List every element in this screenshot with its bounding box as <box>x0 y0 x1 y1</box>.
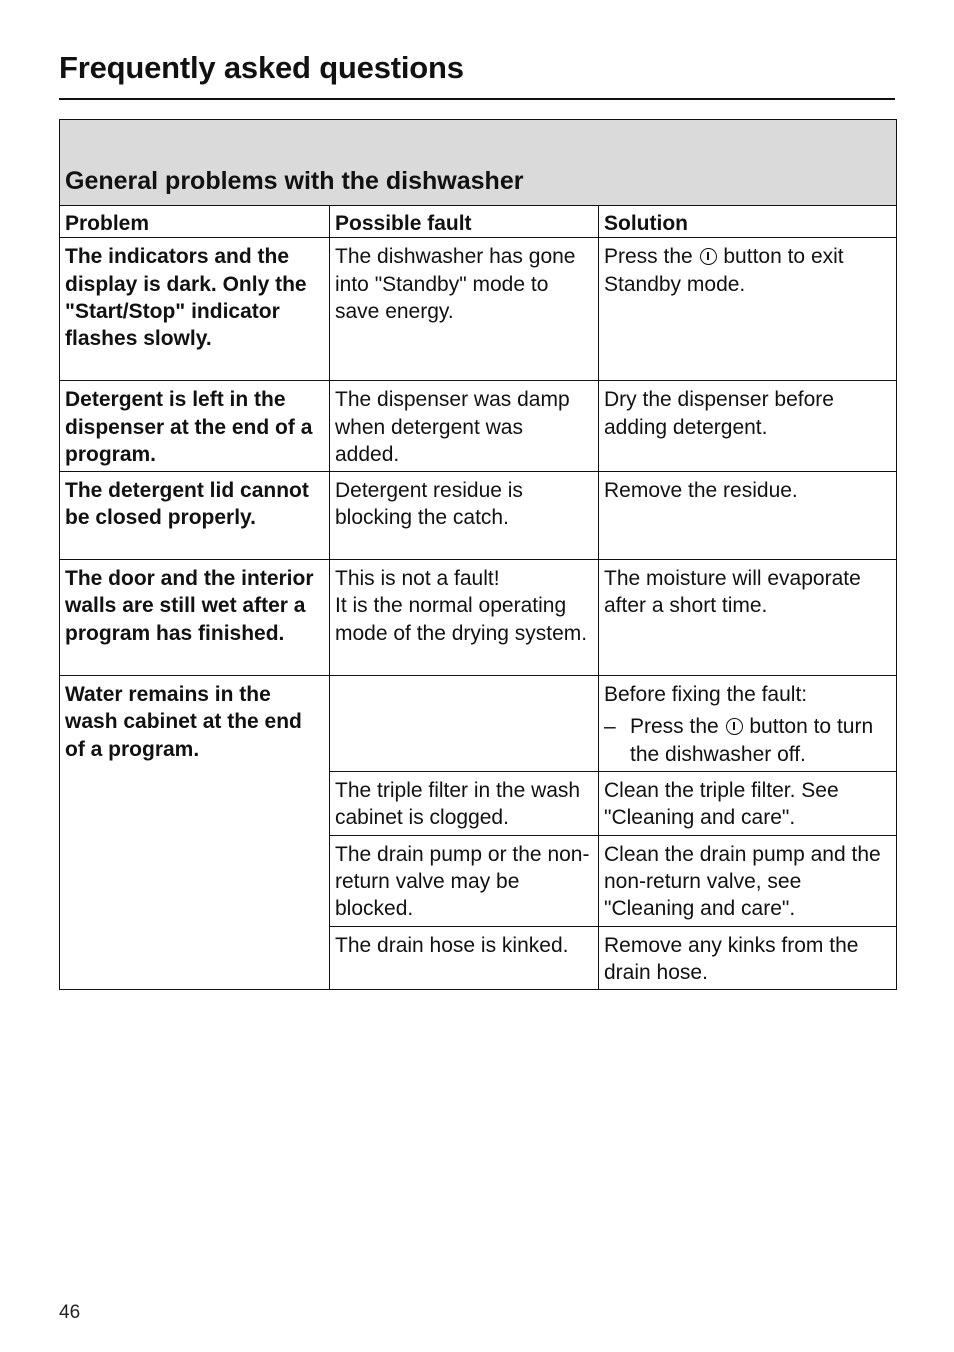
problem-cell: Water remains in the wash cabinet at the end of a program. <box>60 676 330 990</box>
dash-item-text <box>630 713 891 768</box>
page-number: 46 <box>59 1302 81 1323</box>
column-header-fault: Possible fault <box>330 206 599 238</box>
dash-list-item <box>604 713 891 768</box>
fault-cell: The dishwasher has gone into "Standby" mode to save energy. <box>330 238 599 381</box>
power-icon <box>700 248 717 265</box>
solution-text: Press the <box>604 245 699 269</box>
dash-marker: – <box>604 715 616 739</box>
table-row <box>60 238 897 381</box>
column-header-solution: Solution <box>599 206 897 238</box>
solution-cell: Clean the triple filter. See "Cleaning and care". <box>599 772 897 836</box>
fault-cell <box>330 676 599 772</box>
fault-cell: The drain hose is kinked. <box>330 926 599 990</box>
problem-cell: The detergent lid cannot be closed properly. <box>60 472 330 560</box>
solution-text: button to turn the dishwasher off. <box>630 715 874 766</box>
table-row <box>60 676 897 772</box>
column-header-row <box>60 206 897 238</box>
table-row <box>60 472 897 560</box>
table-row <box>60 560 897 676</box>
problem-cell: Detergent is left in the dispenser at the end of a program. <box>60 381 330 472</box>
title-divider <box>59 98 895 100</box>
page-title: Frequently asked questions <box>59 50 464 85</box>
solution-cell: Remove any kinks from the drain hose. <box>599 926 897 990</box>
problem-cell: The indicators and the display is dark. Only the "Start/Stop" indicator flashes slowly. <box>60 238 330 381</box>
section-title: General problems with the dishwasher <box>60 120 897 206</box>
column-header-problem: Problem <box>60 206 330 238</box>
table-row <box>60 381 897 472</box>
fault-cell: The dispenser was damp when detergent was added. <box>330 381 599 472</box>
solution-cell: Clean the drain pump and the non-return valve, see "Cleaning and care". <box>599 835 897 926</box>
problem-cell: The door and the interior walls are still wet after a program has finished. <box>60 560 330 676</box>
faq-table <box>59 119 897 990</box>
solution-cell: Remove the residue. <box>599 472 897 560</box>
solution-text: Press the <box>630 715 725 739</box>
fault-cell: The drain pump or the non-return valve may be blocked. <box>330 835 599 926</box>
solution-cell: The moisture will evaporate after a short time. <box>599 560 897 676</box>
section-header-row <box>60 120 897 206</box>
fault-line: It is the normal operating mode of the drying system. <box>335 594 588 645</box>
power-icon <box>726 718 743 735</box>
fault-cell: Detergent residue is blocking the catch. <box>330 472 599 560</box>
fault-line: This is not a fault! <box>335 567 500 591</box>
fault-cell: The triple filter in the wash cabinet is clogged. <box>330 772 599 836</box>
solution-cell: Dry the dispenser before adding detergent. <box>599 381 897 472</box>
fault-cell <box>330 560 599 676</box>
solution-text: button to exit Standby mode. <box>604 245 844 296</box>
solution-cell <box>599 238 897 381</box>
solution-intro: Before fixing the fault: <box>604 683 808 707</box>
solution-cell <box>599 676 897 772</box>
